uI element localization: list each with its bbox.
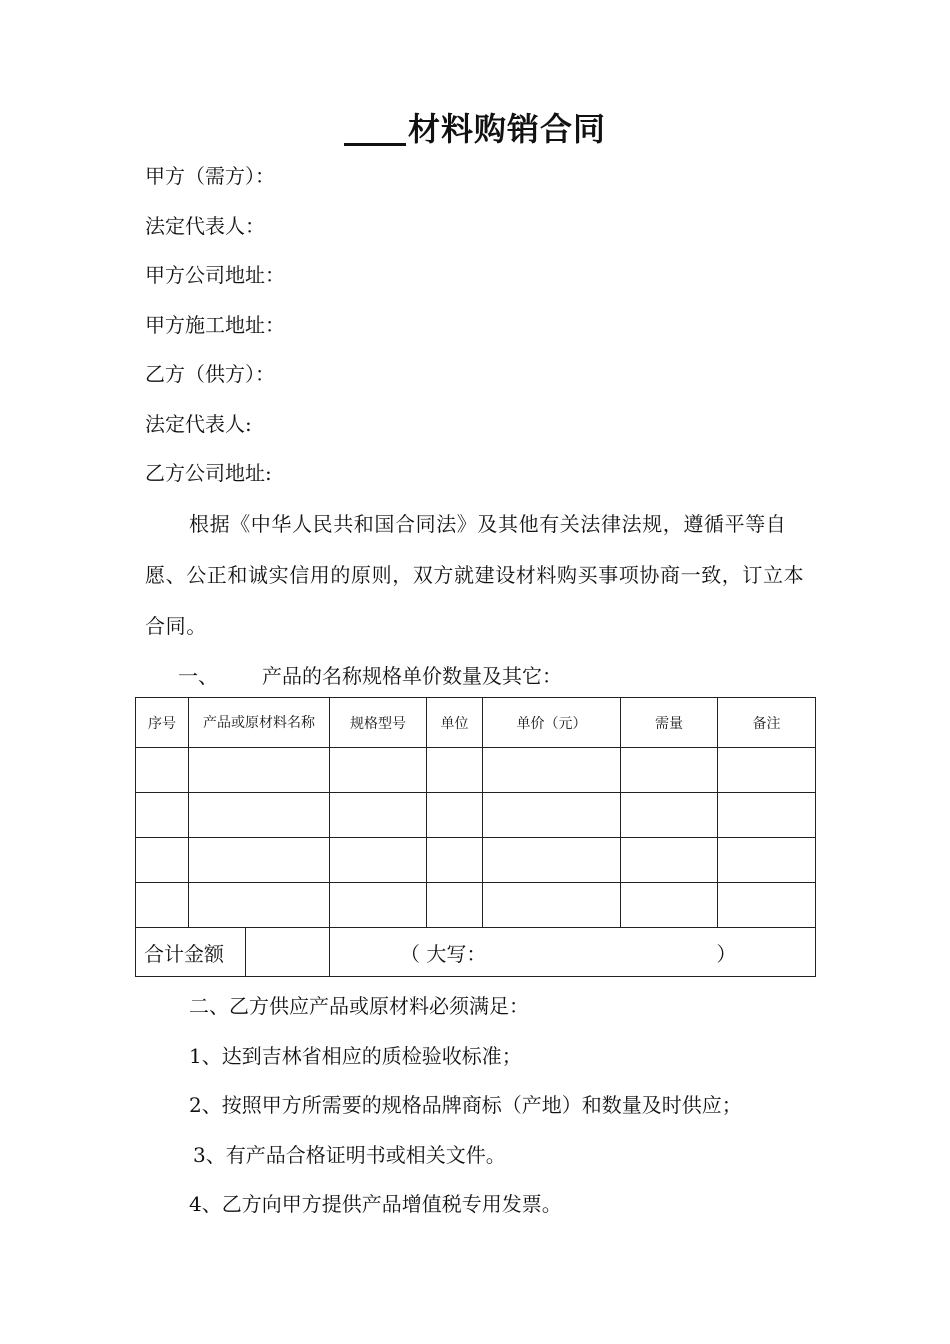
table-cell[interactable] [483,748,621,793]
header-cell-remarks: 备注 [718,698,816,748]
section-2-item-4: 4、乙方向甲方提供产品增值税专用发票。 [189,1192,562,1216]
header-cell-unit-price: 单价（元） [483,698,621,748]
party-a-address-line: 甲方公司地址： [145,263,285,287]
section-1-number: 一、 [178,664,218,688]
table-cell[interactable] [330,838,427,883]
party-b-address-line: 乙方公司地址: [145,461,272,485]
table-cell[interactable] [427,748,483,793]
table-cell[interactable] [189,748,330,793]
party-a-line: 甲方（需方）： [145,164,275,188]
table-cell[interactable] [427,793,483,838]
section-2-heading: 二、乙方供应产品或原材料必须满足： [189,994,529,1018]
table-cell[interactable] [621,883,718,928]
table-row [136,883,816,928]
table-cell[interactable] [136,838,189,883]
total-amount-uppercase-close: ） [716,941,737,966]
section-2-item-3: 3、有产品合格证明书或相关文件。 [193,1143,506,1167]
table-cell[interactable] [483,883,621,928]
table-cell[interactable] [718,838,816,883]
party-b-representative-line: 法定代表人: [145,412,252,436]
header-cell-unit: 单位 [427,698,483,748]
table-cell[interactable] [136,748,189,793]
total-amount-uppercase-open: （ 大写： [400,941,487,966]
table-row [136,793,816,838]
table-row [136,748,816,793]
party-a-representative-line: 法定代表人： [145,214,265,238]
table-cell[interactable] [718,793,816,838]
table-cell[interactable] [330,793,427,838]
table-cell[interactable] [621,748,718,793]
section-1-title: 产品的名称规格单价数量及其它： [262,664,562,688]
product-spec-table [135,697,816,977]
preamble-paragraph: 根据《中华人民共和国合同法》及其他有关法律法规，遵循平等自愿、公正和诚实信用的原则，双方就建设材料购买事项协商一致，订立本合同。 [145,512,805,638]
table-cell[interactable] [189,883,330,928]
table-cell[interactable] [136,793,189,838]
document-title [0,104,950,150]
table-cell[interactable] [483,838,621,883]
title-text: 材料购销合同 [407,110,606,148]
header-cell-spec-model: 规格型号 [330,698,427,748]
table-cell[interactable] [330,748,427,793]
party-b-line: 乙方（供方）： [145,362,275,386]
table-cell[interactable] [189,793,330,838]
title-blank [344,113,406,146]
table-cell[interactable] [189,838,330,883]
total-amount-label-cell [136,928,330,977]
table-cell[interactable] [427,883,483,928]
table-cell[interactable] [483,793,621,838]
total-amount-row [136,928,816,977]
header-cell-index: 序号 [136,698,189,748]
section-2-item-2: 2、按照甲方所需要的规格品牌商标（产地）和数量及时供应； [189,1093,742,1117]
table-cell[interactable] [718,748,816,793]
header-cell-product-name: 产品或原材料名称 [189,698,330,748]
section-1-heading [178,661,562,691]
header-cell-quantity: 需量 [621,698,718,748]
total-amount-value-cell[interactable] [330,928,816,977]
total-amount-label: 合计金额 [144,941,224,966]
table-cell[interactable] [427,838,483,883]
table-cell[interactable] [621,838,718,883]
table-cell[interactable] [621,793,718,838]
total-amount-divider [245,928,246,976]
table-header-row [136,698,816,748]
party-a-site-address-line: 甲方施工地址： [145,313,285,337]
table-cell[interactable] [330,883,427,928]
table-cell[interactable] [718,883,816,928]
section-2-item-1: 1、达到吉林省相应的质检验收标准； [189,1044,522,1068]
table-cell[interactable] [136,883,189,928]
table-row [136,838,816,883]
